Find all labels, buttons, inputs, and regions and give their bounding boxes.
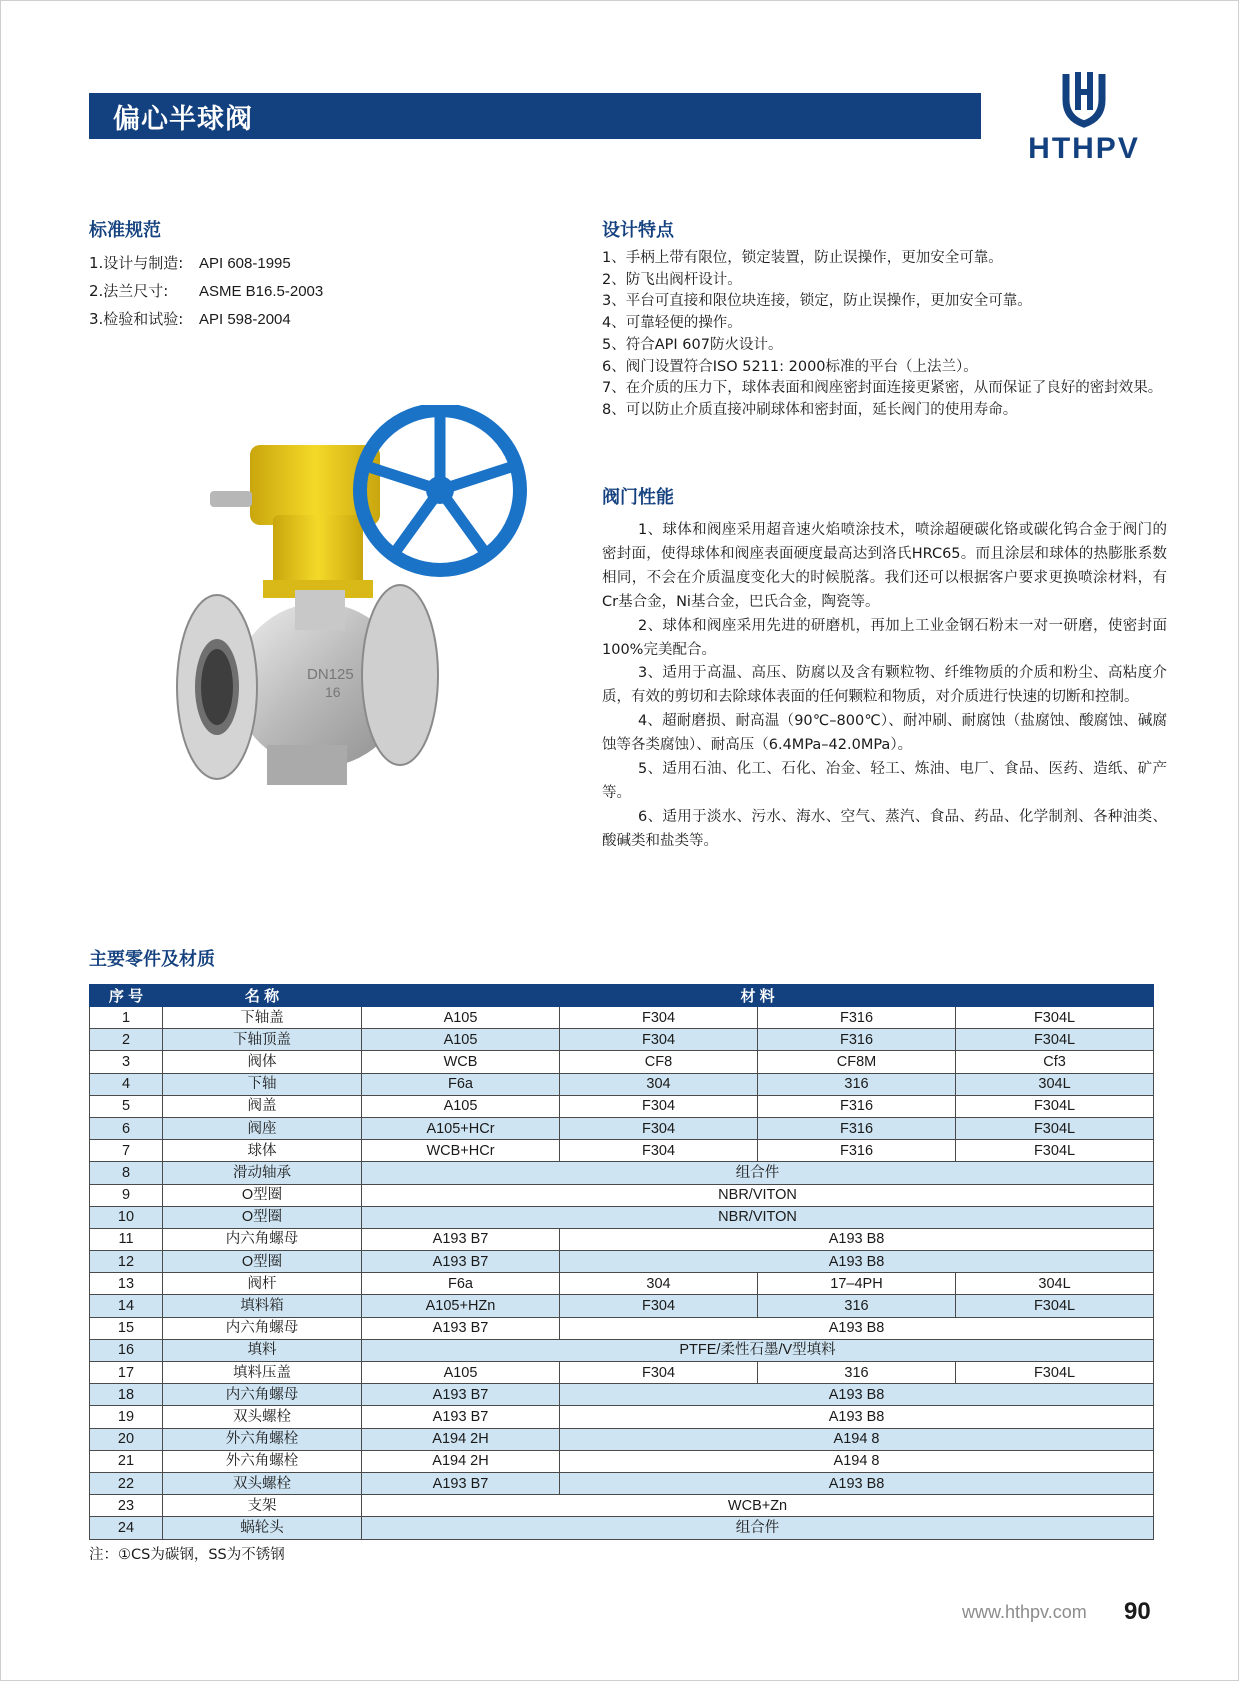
valve-photo [175,405,555,850]
standard-row [89,252,291,273]
part-name-cell: 内六角螺母 [163,1228,362,1250]
table-row [90,1117,1154,1139]
material-cell: F316 [758,1117,956,1139]
performance-paragraph: 4、超耐磨损、耐高温（90℃–800℃）、耐冲刷、耐腐蚀（盐腐蚀、酸腐蚀、碱腐蚀等各类腐蚀）、耐高压（6.4MPa–42.0MPa）。 [602,713,1167,754]
feature-item: 6、阀门设置符合ISO 5211: 2000标准的平台（上法兰）。 [602,358,978,375]
standard-value: API 608-1995 [199,255,291,272]
table-row [90,1495,1154,1517]
material-cell: F304L [956,1140,1154,1162]
standard-label: 2.法兰尺寸: [89,282,169,300]
table-header-row [90,985,1154,1007]
material-cell: F304L [956,1295,1154,1317]
standard-label: 3.检验和试验: [89,310,184,328]
header-material: 材 料 [362,985,1154,1007]
row-number-cell: 17 [90,1362,163,1384]
part-name-cell: 填料压盖 [163,1362,362,1384]
header-name: 名 称 [163,985,362,1007]
table-row [90,1095,1154,1117]
part-name-cell: 下轴 [163,1073,362,1095]
material-cell: 304L [956,1073,1154,1095]
material-cell: A105+HCr [362,1117,560,1139]
table-row [90,1162,1154,1184]
performance-paragraph: 5、适用石油、化工、石化、冶金、轻工、炼油、电厂、食品、医药、造纸、矿产等。 [602,761,1167,801]
row-number-cell: 3 [90,1051,163,1073]
material-cell: A105 [362,1095,560,1117]
table-row [90,1251,1154,1273]
table-row [90,1472,1154,1494]
part-name-cell: 内六角螺母 [163,1317,362,1339]
material-cell: A193 B7 [362,1406,560,1428]
material-cell: PTFE/柔性石墨/V型填料 [362,1339,1154,1361]
material-cell: F304L [956,1029,1154,1051]
material-cell: F304L [956,1362,1154,1384]
table-row [90,1384,1154,1406]
row-number-cell: 10 [90,1206,163,1228]
material-cell: A105 [362,1362,560,1384]
standard-label: 1.设计与制造: [89,254,184,272]
part-name-cell: 下轴顶盖 [163,1029,362,1051]
material-cell: A194 8 [560,1428,1154,1450]
feature-item: 4、可靠轻便的操作。 [602,315,742,332]
material-cell: F6a [362,1273,560,1295]
performance-paragraph: 3、适用于高温、高压、防腐以及含有颗粒物、纤维物质的介质和粉尘、高粘度介质，有效的剪切和去除球体表面的任何颗粒和物质，对介质进行快速的切断和控制。 [602,665,1167,706]
footer-url[interactable]: www.hthpv.com [962,1602,1087,1622]
material-cell: F304 [560,1117,758,1139]
material-cell: A193 B8 [560,1406,1154,1428]
material-cell: WCB [362,1051,560,1073]
material-cell: A193 B7 [362,1251,560,1273]
logo-emblem-icon [1056,70,1112,128]
table-row [90,1029,1154,1051]
body-marking-pn: 16 [325,684,341,700]
row-number-cell: 11 [90,1228,163,1250]
feature-item: 1、手柄上带有限位，锁定装置，防止误操作，更加安全可靠。 [602,250,1003,266]
row-number-cell: 6 [90,1117,163,1139]
table-row [90,1517,1154,1539]
material-cell: A193 B8 [560,1472,1154,1494]
standard-row [89,308,291,329]
part-name-cell: 球体 [163,1140,362,1162]
row-number-cell: 22 [90,1472,163,1494]
part-name-cell: 填料 [163,1339,362,1361]
row-number-cell: 16 [90,1339,163,1361]
table-row [90,1206,1154,1228]
features-list [602,248,1182,422]
part-name-cell: 双头螺栓 [163,1406,362,1428]
part-name-cell: 滑动轴承 [163,1162,362,1184]
material-cell: 304 [560,1273,758,1295]
performance-paragraph: 2、球体和阀座采用先进的研磨机，再加上工业金钢石粉末一对一研磨，使密封面100%完美配合。 [602,617,1167,658]
part-name-cell: 阀杆 [163,1273,362,1295]
part-name-cell: 阀体 [163,1051,362,1073]
table-row [90,1317,1154,1339]
material-cell: 316 [758,1362,956,1384]
material-cell: F316 [758,1007,956,1029]
material-cell: 316 [758,1295,956,1317]
table-row [90,1051,1154,1073]
material-cell: F304 [560,1140,758,1162]
row-number-cell: 9 [90,1184,163,1206]
material-cell: F316 [758,1095,956,1117]
feature-item: 3、平台可直接和限位块连接，锁定，防止误操作，更加安全可靠。 [602,293,1032,310]
performance-heading: 阀门性能 [602,487,674,508]
part-name-cell: 外六角螺栓 [163,1428,362,1450]
material-cell: A193 B7 [362,1228,560,1250]
table-row [90,1073,1154,1095]
table-row [90,1295,1154,1317]
material-cell: F316 [758,1140,956,1162]
material-cell: A193 B7 [362,1317,560,1339]
performance-paragraph: 6、适用于淡水、污水、海水、空气、蒸汽、食品、药品、化学制剂、各种油类、酸碱类和盐类等。 [602,808,1167,849]
performance-text [602,519,1167,854]
row-number-cell: 7 [90,1140,163,1162]
table-row [90,1273,1154,1295]
table-note: 注：①CS为碳钢，SS为不锈钢 [89,1547,285,1563]
material-cell: F304L [956,1095,1154,1117]
row-number-cell: 15 [90,1317,163,1339]
row-number-cell: 21 [90,1450,163,1472]
part-name-cell: 外六角螺栓 [163,1450,362,1472]
parts-table-body [90,1007,1154,1540]
row-number-cell: 13 [90,1273,163,1295]
material-cell: A105+HZn [362,1295,560,1317]
part-name-cell: 阀盖 [163,1095,362,1117]
material-cell: 316 [758,1073,956,1095]
material-cell: F304 [560,1029,758,1051]
table-row [90,1228,1154,1250]
material-cell: WCB+HCr [362,1140,560,1162]
material-cell: 17–4PH [758,1273,956,1295]
part-name-cell: O型圈 [163,1251,362,1273]
part-name-cell: 下轴盖 [163,1007,362,1029]
body-marking-dn: DN125 [307,666,354,683]
standard-value: ASME B16.5-2003 [199,283,324,300]
part-name-cell: 阀座 [163,1117,362,1139]
standard-value: API 598-2004 [199,311,291,328]
part-name-cell: 双头螺栓 [163,1472,362,1494]
table-row [90,1406,1154,1428]
row-number-cell: 14 [90,1295,163,1317]
material-cell: NBR/VITON [362,1184,1154,1206]
material-cell: F304 [560,1295,758,1317]
row-number-cell: 4 [90,1073,163,1095]
material-cell: F304L [956,1007,1154,1029]
material-cell: F304 [560,1362,758,1384]
part-name-cell: O型圈 [163,1184,362,1206]
material-cell: CF8 [560,1051,758,1073]
title-bar [89,93,981,139]
row-number-cell: 12 [90,1251,163,1273]
material-cell: A193 B8 [560,1228,1154,1250]
material-cell: F316 [758,1029,956,1051]
features-heading: 设计特点 [602,220,674,241]
feature-item: 5、符合API 607防火设计。 [602,336,783,353]
material-cell: A105 [362,1007,560,1029]
page-title: 偏心半球阀 [113,104,253,135]
material-cell: A105 [362,1029,560,1051]
hemispherical-valve-icon [175,405,555,850]
page-number: 90 [1124,1598,1151,1625]
part-name-cell: 填料箱 [163,1295,362,1317]
row-number-cell: 1 [90,1007,163,1029]
material-cell: F6a [362,1073,560,1095]
material-cell: A194 2H [362,1450,560,1472]
table-row [90,1140,1154,1162]
material-cell: A194 2H [362,1428,560,1450]
header-no: 序 号 [90,985,163,1007]
feature-item: 2、防飞出阀杆设计。 [602,271,742,288]
material-cell: NBR/VITON [362,1206,1154,1228]
performance-paragraph: 1、球体和阀座采用超音速火焰喷涂技术，喷涂超硬碳化铬或碳化钨合金于阀门的密封面，使得球体和阀座表面硬度最高达到洛氏HRC65。而且涂层和球体的热膨胀系数相同，不会在介质温度变化大的时候脱落。我们还可以根据客户要求更换喷涂材料，有Cr基合金，Ni基合金，巴氏合金，陶瓷等。 [602,522,1167,610]
material-cell: F304L [956,1117,1154,1139]
feature-item: 8、可以防止介质直接冲刷球体和密封面，延长阀门的使用寿命。 [602,401,1018,418]
parts-heading: 主要零件及材质 [89,949,215,970]
table-row [90,1184,1154,1206]
material-cell: 304L [956,1273,1154,1295]
material-cell: F304 [560,1095,758,1117]
part-name-cell: 蜗轮头 [163,1517,362,1539]
material-cell: A193 B7 [362,1472,560,1494]
standards-heading: 标准规范 [89,220,161,241]
row-number-cell: 2 [90,1029,163,1051]
material-cell: A194 8 [560,1450,1154,1472]
table-row [90,1428,1154,1450]
logo-wordmark: HTHPV [1028,132,1140,165]
feature-item: 7、在介质的压力下，球体表面和阀座密封面连接更紧密，从而保证了良好的密封效果。 [602,380,1163,397]
material-cell: 组合件 [362,1162,1154,1184]
row-number-cell: 23 [90,1495,163,1517]
material-cell: F304 [560,1007,758,1029]
part-name-cell: 内六角螺母 [163,1384,362,1406]
standard-row [89,280,323,301]
table-row [90,1450,1154,1472]
material-cell: WCB+Zn [362,1495,1154,1517]
table-row [90,1339,1154,1361]
material-cell: A193 B8 [560,1251,1154,1273]
brand-logo [1014,70,1154,165]
material-cell: CF8M [758,1051,956,1073]
table-row [90,1007,1154,1029]
row-number-cell: 8 [90,1162,163,1184]
material-cell: A193 B7 [362,1384,560,1406]
part-name-cell: O型圈 [163,1206,362,1228]
parts-table [89,984,1154,1540]
row-number-cell: 18 [90,1384,163,1406]
material-cell: Cf3 [956,1051,1154,1073]
material-cell: A193 B8 [560,1317,1154,1339]
material-cell: A193 B8 [560,1384,1154,1406]
row-number-cell: 19 [90,1406,163,1428]
material-cell: 304 [560,1073,758,1095]
row-number-cell: 24 [90,1517,163,1539]
row-number-cell: 20 [90,1428,163,1450]
row-number-cell: 5 [90,1095,163,1117]
part-name-cell: 支架 [163,1495,362,1517]
material-cell: 组合件 [362,1517,1154,1539]
table-row [90,1362,1154,1384]
